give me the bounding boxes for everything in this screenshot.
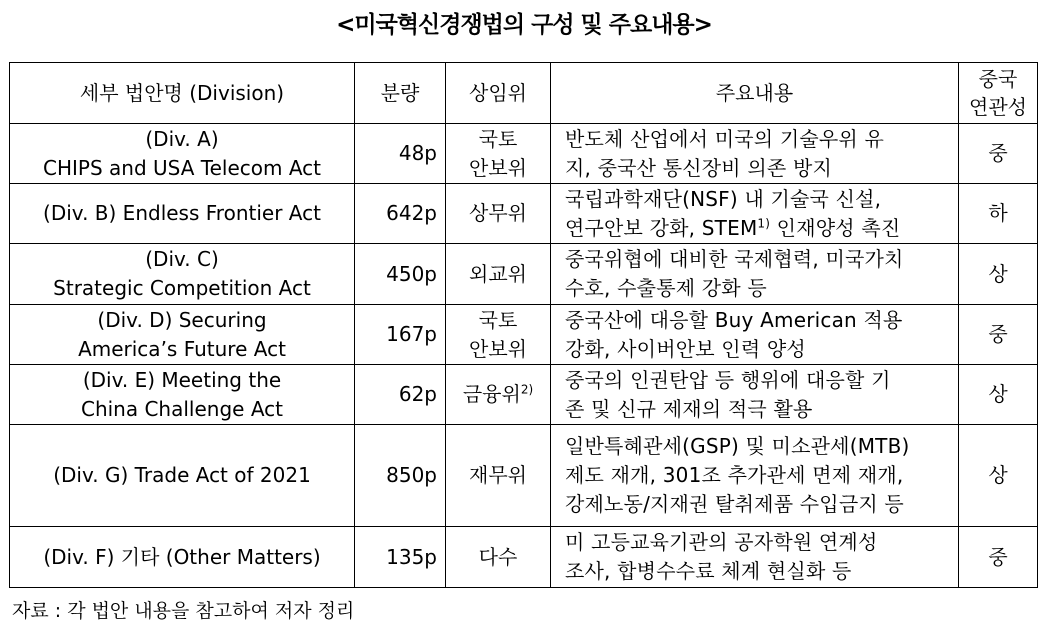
content-line2-text: 존 및 신규 제재의 적극 활용 bbox=[565, 396, 813, 421]
division-name-line1: (Div. C) bbox=[145, 247, 219, 271]
committee-line1 bbox=[446, 260, 550, 289]
division-name-cell bbox=[10, 184, 355, 244]
content-line2-text: 조사, 합병수수료 체계 현실화 등 bbox=[565, 559, 852, 583]
committee-label: 다수 bbox=[478, 544, 518, 569]
header-volume: 분량 bbox=[355, 63, 446, 124]
division-name-cell bbox=[10, 305, 355, 365]
committee-line1 bbox=[446, 199, 550, 228]
content-line2 bbox=[565, 154, 946, 183]
committee-cell bbox=[446, 184, 551, 244]
content-line2 bbox=[565, 557, 946, 586]
content-cell bbox=[551, 425, 959, 527]
division-name-line1: (Div. A) bbox=[145, 126, 219, 151]
committee-label: 상무위 bbox=[469, 201, 527, 225]
division-name-line1: (Div. D) Securing bbox=[97, 307, 267, 332]
division-name-line1: (Div. F) 기타 (Other Matters) bbox=[43, 544, 321, 569]
volume-cell: 642p bbox=[355, 184, 446, 244]
committee-cell bbox=[446, 124, 551, 184]
content-line1: 반도체 산업에서 미국의 기술우위 유 bbox=[565, 126, 885, 151]
table-row bbox=[10, 527, 1038, 588]
content-line2-tail: 인재양성 촉진 bbox=[770, 215, 901, 240]
committee-line1 bbox=[446, 543, 550, 572]
content-line2-text: 제도 재개, 301조 추가관세 면제 재개, bbox=[565, 463, 904, 487]
content-cell bbox=[551, 244, 959, 305]
content-cell bbox=[551, 305, 959, 365]
division-name-cell bbox=[10, 425, 355, 527]
header-committee: 상임위 bbox=[446, 63, 551, 124]
content-line2-text: 지, 중국산 통신장비 의존 방지 bbox=[565, 155, 833, 180]
committee-label: 외교위 bbox=[469, 261, 527, 286]
content-cell bbox=[551, 365, 959, 425]
committee-line1 bbox=[446, 125, 550, 154]
content-line2-text: 강화, 사이버안보 인력 양성 bbox=[565, 336, 806, 361]
committee-cell bbox=[446, 244, 551, 305]
china-relevance-cell: 상 bbox=[959, 425, 1038, 527]
committee-label: 금융위 bbox=[462, 382, 521, 406]
china-relevance-cell: 중 bbox=[959, 305, 1038, 365]
content-line1: 중국산에 대응할 Buy American 적용 bbox=[565, 307, 903, 332]
committee-line2: 안보위 bbox=[469, 336, 527, 361]
table-row bbox=[10, 425, 1038, 527]
header-relevance-line2: 연관성 bbox=[969, 95, 1027, 119]
document-title: <미국혁신경쟁법의 구성 및 주요내용> bbox=[336, 12, 712, 38]
division-name-cell bbox=[10, 244, 355, 305]
content-line3: 강제노동/지재권 탈취제품 수입금지 등 bbox=[565, 492, 904, 516]
content-cell bbox=[551, 184, 959, 244]
table-row bbox=[10, 184, 1038, 244]
law-structure-table bbox=[9, 62, 1038, 588]
committee-cell bbox=[446, 305, 551, 365]
content-line2 bbox=[565, 335, 946, 364]
committee-cell bbox=[446, 527, 551, 588]
table-header-row bbox=[10, 63, 1038, 124]
division-name-line2: China Challenge Act bbox=[80, 396, 283, 421]
content-line2-text: 연구안보 강화, STEM bbox=[565, 215, 758, 240]
source-note: 자료 : 각 법안 내용을 참고하여 저자 정리 bbox=[12, 600, 355, 622]
division-name-line2: America’s Future Act bbox=[78, 336, 286, 361]
committee-line2: 안보위 bbox=[469, 155, 527, 180]
division-name-line1: (Div. G) Trade Act of 2021 bbox=[53, 463, 311, 487]
content-line2 bbox=[565, 214, 946, 243]
header-relevance-line1: 중국 bbox=[978, 67, 1018, 91]
committee-line1 bbox=[446, 306, 550, 335]
china-relevance-cell: 중 bbox=[959, 527, 1038, 588]
content-line1: 중국의 인권탄압 등 행위에 대응할 기 bbox=[565, 367, 891, 392]
content-line2-text: 수호, 수출통제 강화 등 bbox=[565, 276, 767, 300]
committee-line1 bbox=[446, 461, 550, 490]
table-row bbox=[10, 244, 1038, 305]
china-relevance-cell: 중 bbox=[959, 124, 1038, 184]
china-relevance-cell: 상 bbox=[959, 365, 1038, 425]
table-row bbox=[10, 365, 1038, 425]
content-cell bbox=[551, 527, 959, 588]
committee-cell bbox=[446, 425, 551, 527]
committee-footnote-marker: 2) bbox=[520, 382, 534, 397]
volume-cell: 48p bbox=[355, 124, 446, 184]
table-row bbox=[10, 305, 1038, 365]
volume-cell: 850p bbox=[355, 425, 446, 527]
china-relevance-cell: 하 bbox=[959, 184, 1038, 244]
content-line2 bbox=[565, 461, 946, 490]
content-line1: 일반특혜관세(GSP) 및 미소관세(MTB) bbox=[565, 434, 910, 458]
division-name-cell bbox=[10, 365, 355, 425]
volume-cell: 62p bbox=[355, 365, 446, 425]
table-row bbox=[10, 124, 1038, 184]
committee-cell bbox=[446, 365, 551, 425]
division-name-line1: (Div. B) Endless Frontier Act bbox=[43, 201, 321, 225]
division-name-line2: CHIPS and USA Telecom Act bbox=[43, 155, 321, 180]
header-relevance bbox=[959, 63, 1038, 124]
content-line1: 국립과학재단(NSF) 내 기술국 신설, bbox=[565, 186, 882, 211]
content-line1: 미 고등교육기관의 공자학원 연계성 bbox=[565, 530, 878, 554]
content-line2 bbox=[565, 274, 946, 303]
committee-label: 재무위 bbox=[469, 463, 527, 487]
header-division: 세부 법안명 (Division) bbox=[10, 63, 355, 124]
volume-cell: 167p bbox=[355, 305, 446, 365]
volume-cell: 135p bbox=[355, 527, 446, 588]
content-line2 bbox=[565, 395, 946, 424]
committee-line1 bbox=[446, 380, 550, 409]
content-footnote-marker: 1) bbox=[757, 215, 771, 230]
content-cell bbox=[551, 124, 959, 184]
division-name-line1: (Div. E) Meeting the bbox=[82, 367, 282, 392]
volume-cell: 450p bbox=[355, 244, 446, 305]
table-body bbox=[10, 124, 1038, 588]
china-relevance-cell: 상 bbox=[959, 244, 1038, 305]
header-content: 주요내용 bbox=[551, 63, 959, 124]
division-name-cell bbox=[10, 124, 355, 184]
committee-label: 국토 bbox=[478, 126, 518, 151]
division-name-line2: Strategic Competition Act bbox=[53, 276, 311, 300]
committee-label: 국토 bbox=[478, 307, 518, 332]
division-name-cell bbox=[10, 527, 355, 588]
content-line1: 중국위협에 대비한 국제협력, 미국가치 bbox=[565, 247, 904, 271]
